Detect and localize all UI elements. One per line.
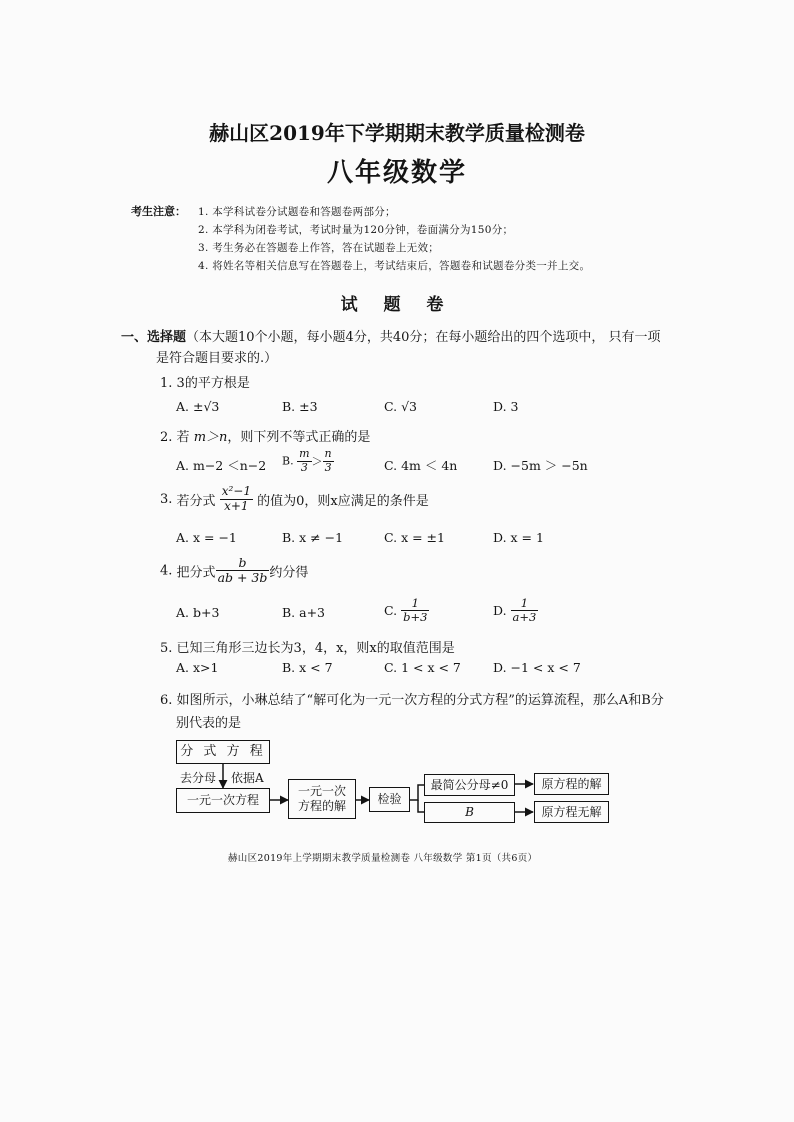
- operator: ＞: [311, 455, 323, 469]
- question-number: 1.: [160, 376, 173, 391]
- q5-option-d: D. −1 < x < 7: [493, 660, 581, 675]
- box-check: 检验: [369, 787, 410, 812]
- q4-option-b: B. a+3: [282, 605, 326, 620]
- box-b: B: [424, 802, 515, 823]
- box-no-solution: 原方程无解: [534, 801, 609, 823]
- q5-option-a: A. x>1: [176, 660, 219, 675]
- question-6-line-2: 别代表的是: [176, 716, 242, 731]
- box-linear-solution-line1: 一元一次: [297, 784, 346, 798]
- q1-option-b: B. ±3: [282, 399, 318, 414]
- exam-title: 赫山区2019年下学期期末教学质量检测卷: [209, 121, 585, 145]
- label-remove-denominator: 去分母: [180, 771, 217, 785]
- question-number: 2.: [160, 430, 173, 445]
- q1-option-d: D. 3: [493, 399, 519, 414]
- notice-item-3: 3. 考生务必在答题卷上作答，答在试题卷上无效；: [198, 242, 440, 254]
- q3-option-a: A. x = −1: [176, 530, 237, 545]
- question-stem-post: 的值为0，则x应满足的条件是: [257, 493, 429, 509]
- denominator: 3: [324, 460, 332, 474]
- denominator: ab + 3b: [217, 570, 268, 586]
- q3-option-c: C. x = ±1: [384, 530, 445, 545]
- q2-option-c: C. 4m ＜ 4n: [384, 458, 458, 473]
- label-basis-a: 依据A: [231, 771, 264, 785]
- question-stem: 已知三角形三边长为3，4，x，则x的取值范围是: [176, 641, 455, 656]
- question-stem-pre: 把分式: [176, 565, 216, 581]
- numerator: 1: [401, 597, 429, 611]
- question-stem-post: 约分得: [269, 565, 309, 581]
- box-linear-equation: 一元一次方程: [176, 788, 270, 813]
- notice-item-1: 1. 本学科试卷分试题卷和答题卷两部分；: [198, 206, 396, 218]
- question-number: 4.: [160, 563, 173, 579]
- branch-top: [410, 785, 424, 800]
- notice-item-2: 2. 本学科为闭卷考试，考试时量为120分钟，卷面满分为150分；: [198, 224, 514, 236]
- page-footer: 赫山区2019年上学期期末教学质量检测卷 八年级数学 第1页（共6页）: [228, 853, 538, 864]
- exam-subtitle: 八年级数学: [326, 158, 467, 188]
- notice-item-4: 4. 将姓名等相关信息写在答题卷上，考试结束后，答题卷和试题卷分类一并上交。: [198, 260, 591, 272]
- question-stem-1: 如图所示，小琳总结了“解可化为一元一次方程的分式方程”的运算流程，那么A和B分: [176, 693, 664, 708]
- box-lcd-nonzero: 最简公分母≠0: [424, 774, 515, 796]
- denominator: b+3: [403, 610, 428, 625]
- question-stem-pre: 若分式: [176, 493, 216, 509]
- part1-desc-1: （本大题10个小题，每小题4分，共40分；在每小题给出的四个选项中， 只有一项: [186, 330, 661, 345]
- box-linear-solution-line2: 方程的解: [297, 799, 346, 813]
- numerator: x²−1: [221, 484, 251, 498]
- box-linear-solution: [288, 779, 356, 819]
- option-letter: B.: [282, 454, 294, 468]
- q2-option-d: D. −5m ＞ −5n: [493, 458, 588, 473]
- section-title: 试 题 卷: [340, 295, 454, 315]
- q1-option-a: A. ±√3: [176, 399, 220, 414]
- part1-heading: 一、选择题: [121, 330, 187, 345]
- box-original-solution: 原方程的解: [534, 773, 609, 795]
- question-stem-post: ，则下列不等式正确的是: [227, 430, 371, 445]
- denominator: a+3: [512, 610, 537, 625]
- question-stem: 3的平方根是: [176, 376, 250, 391]
- question-number: 3.: [160, 491, 173, 507]
- box-fraction-equation: 分 式 方 程: [176, 740, 270, 764]
- question-stem-pre: 若: [176, 430, 190, 445]
- q2-option-a: A. m−2 ＜n−2: [176, 458, 267, 473]
- notice-label: 考生注意：: [131, 205, 186, 218]
- numerator: n: [324, 447, 332, 460]
- numerator: b: [216, 556, 270, 571]
- question-number: 5.: [160, 641, 173, 656]
- denominator: x+1: [224, 498, 249, 513]
- option-letter: C.: [384, 603, 398, 619]
- question-number: 6.: [160, 693, 173, 708]
- q1-option-c: C. √3: [384, 399, 417, 414]
- numerator: 1: [511, 597, 539, 611]
- question-stem-math: m＞n: [193, 430, 228, 445]
- q3-option-d: D. x = 1: [493, 530, 544, 545]
- denominator: 3: [300, 460, 308, 474]
- q4-option-a: A. b+3: [176, 605, 220, 620]
- q5-option-c: C. 1 < x < 7: [384, 660, 461, 675]
- q3-option-b: B. x ≠ −1: [282, 530, 344, 545]
- option-letter: D.: [493, 603, 507, 619]
- q5-option-b: B. x < 7: [282, 660, 333, 675]
- part1-desc-2: 是符合题目要求的.）: [156, 351, 278, 366]
- numerator: m: [299, 447, 310, 460]
